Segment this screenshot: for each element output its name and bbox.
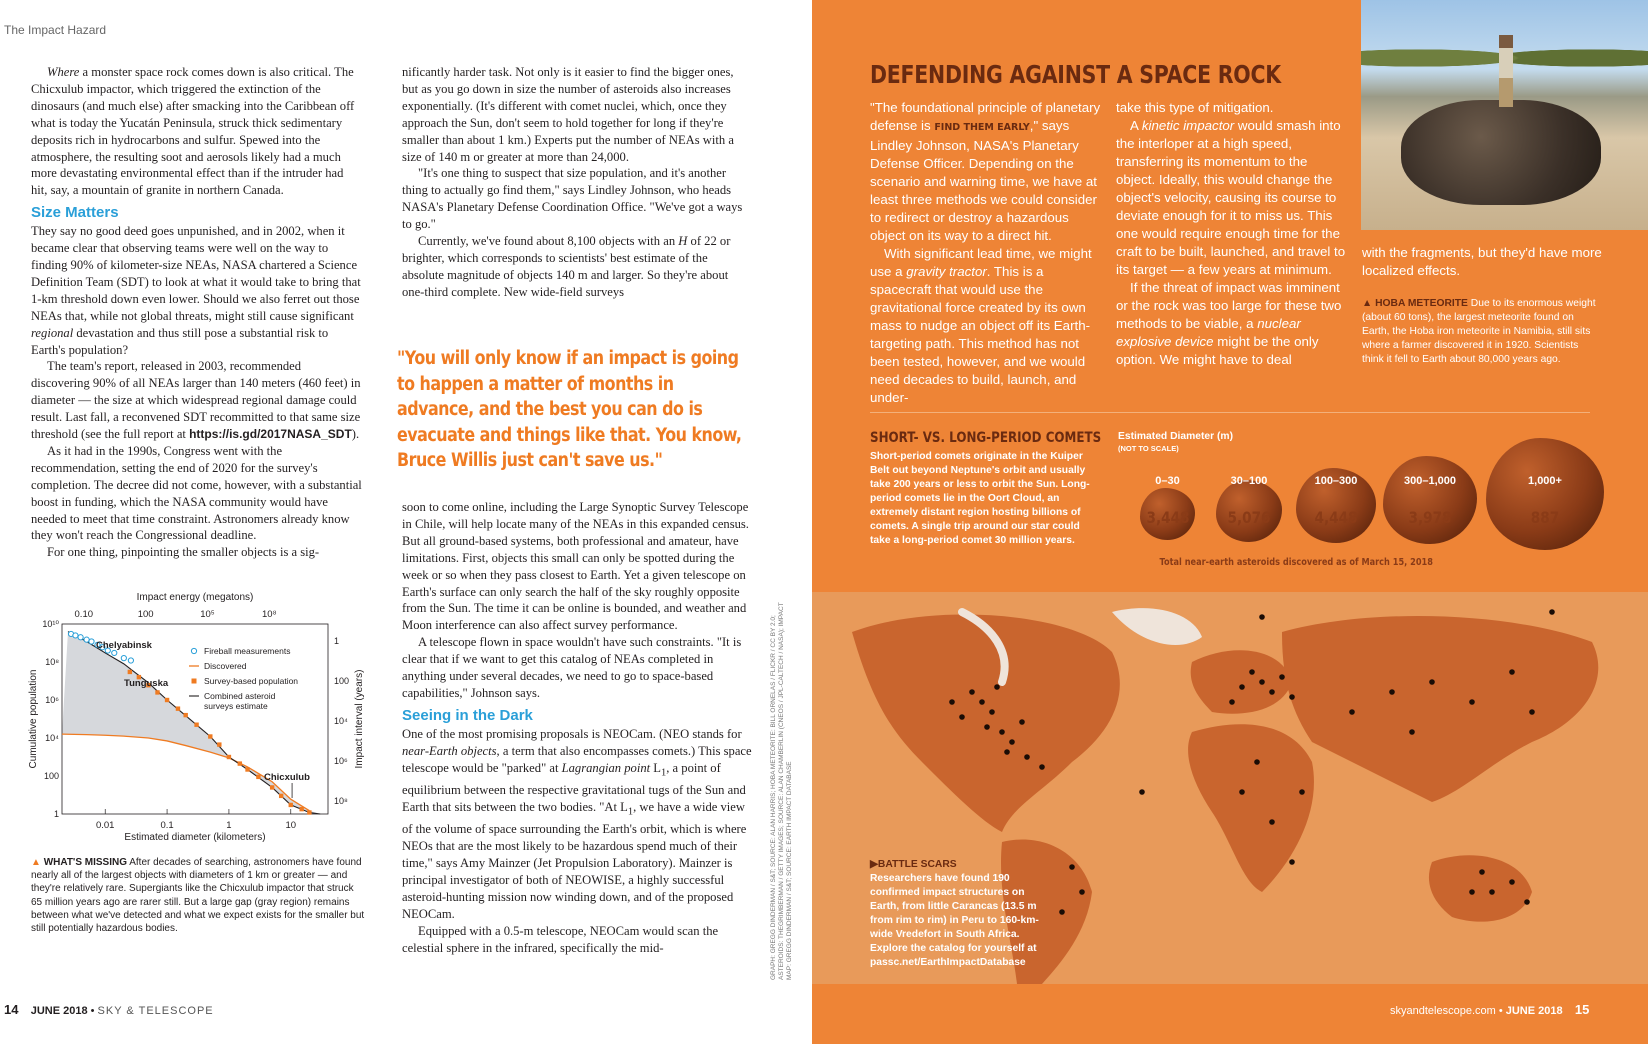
paragraph: nificantly harder task. Not only is it easier to find the bigger ones, but as you go down in size the number of asteroids also increases exponentially. (It's different with comet nuclei, which, once they approach the Sun, don't seem to hold together for long if they're smaller than about 1 km.) Experts put the number of NEAs with a size of 140 m or greater at more than 24,000. <box>402 65 734 164</box>
paragraph: Currently, we've found about 8,100 objects with an H of 22 or brighter, which corresponds to scientists' best estimate of the absolute magnitude of objects 140 m and larger. So they're about one-third complete. New wide-field surveys <box>402 234 731 299</box>
survey-point <box>238 761 242 765</box>
divider <box>870 412 1590 413</box>
asteroid-5 <box>1486 438 1604 550</box>
paragraph: Where a monster space rock comes down is also critical. The Chicxulub impactor, which triggered the extinction of the dinosaurs (and much else) after smacking into the Caribbean off what is today the Yucatán Peninsula, struck thick sedimentary deposits rich in hydrocarbons and sulfur. Spewed into the atmosphere, the resulting soot and aerosols likely had a much more devastating environmental effect than if the intruder had hit, say, a mountain of granite in northern Canada. <box>31 65 355 198</box>
asteroid-count: 887 <box>1530 508 1560 527</box>
right-tick-label: 10⁸ <box>334 796 348 806</box>
photo-credits: GRAPH: GREGG DINDERMAN / S&T; SOURCE: ALAN HARRIS; HOBA METEORITE: BILL ORNELAS / FLICKR / CC BY 2.0; ASTEROIDS: THEGRIMBERMAN / GETTY IMAGES; SOURCE: ALAN CHAMBERLIN (CNEOS / JPL-CALTECH / NASA); IMPACT MAP: GREGG DINDERMAN / S&T; SOURCE: EARTH IMPACT DATABASE <box>770 602 793 980</box>
legend-marker-survey <box>192 679 197 684</box>
caption-label: WHAT'S MISSING <box>43 857 127 868</box>
footer-left: 14 JUNE 2018 • SKY & TELESCOPE <box>4 1002 214 1017</box>
impact-crater-dot <box>1229 699 1235 705</box>
x-tick-label: 1 <box>226 820 232 831</box>
running-head: The Impact Hazard <box>4 23 107 37</box>
x-tick-label: 10 <box>285 820 297 831</box>
standing-person <box>1499 35 1513 107</box>
impact-crater-dot <box>1469 889 1475 895</box>
fireball-point <box>89 639 94 644</box>
australia <box>1429 855 1532 921</box>
top-axis-label: Impact energy (megatons) <box>136 592 254 603</box>
impact-crater-dot <box>994 684 1000 690</box>
asteroid-count: 3,978 <box>1408 508 1452 527</box>
impact-crater-dot <box>1024 754 1030 760</box>
legend-label: surveys estimate <box>204 701 268 711</box>
paragraph: A telescope flown in space wouldn't have such constraints. "It is clear that if we want to get this catalog of NEAs completed in anything under several decades, we need to go to space-based capabilities," Johnson says. <box>402 635 742 700</box>
impact-crater-dot <box>1479 869 1485 875</box>
chart-svg <box>24 588 374 850</box>
annotation-chicxulub: Chicxulub <box>264 772 310 783</box>
right-column-1: "The foundational principle of planetary defense is FIND THEM EARLY," says Lindley Johnson, NASA's Planetary Defense Officer. Depending on the scenario and warning time, we have at least three methods we could consider to redirect or destroy a hazardous object on its way to a direct hit. With significant lead time, we might use a gravity tractor. This is a spacecraft that would use the gravitational force created by its own mass to nudge an object off its Earth-targeting path. This method has not been tested, however, and we would need decades to build, launch, and under- <box>870 100 1101 405</box>
column-2-top <box>402 64 752 301</box>
survey-point <box>227 755 231 759</box>
right-tick-label: 10⁴ <box>334 716 348 726</box>
y-tick-label: 10⁶ <box>45 695 59 705</box>
survey-point <box>155 690 159 694</box>
survey-point <box>289 803 293 807</box>
impact-crater-dot <box>1409 729 1415 735</box>
impact-crater-dot <box>984 724 990 730</box>
y-tick-label: 10¹⁰ <box>42 619 59 629</box>
survey-point <box>245 767 249 771</box>
issue-date: JUNE 2018 <box>30 1005 88 1017</box>
impact-crater-dot <box>999 729 1005 735</box>
diameter-bin-label: 30–100 <box>1230 475 1268 487</box>
fireball-point <box>73 633 78 638</box>
impact-crater-dot <box>1259 679 1265 685</box>
survey-point <box>194 723 198 727</box>
report-link[interactable]: https://is.gd/2017NASA_SDT <box>189 427 352 442</box>
survey-point <box>299 807 303 811</box>
impact-crater-dot <box>1039 764 1045 770</box>
comets-box <box>870 430 1102 548</box>
impact-crater-dot <box>969 689 975 695</box>
right-column-3: with the fragments, but they'd have more localized effects. <box>1362 245 1602 278</box>
survey-point <box>270 785 274 789</box>
diameter-bin-label: 0–30 <box>1155 475 1180 487</box>
impact-crater-dot <box>1289 694 1295 700</box>
survey-point <box>208 734 212 738</box>
north-america <box>852 615 1120 832</box>
right-tick-label: 100 <box>334 676 350 686</box>
asteroid-count: 4,448 <box>1314 508 1358 527</box>
impact-crater-dot <box>1269 819 1275 825</box>
impact-crater-dot <box>1254 759 1260 765</box>
asteroid-4 <box>1383 456 1477 544</box>
annotation-tunguska: Tunguska <box>124 678 169 689</box>
impact-crater-dot <box>1549 609 1555 615</box>
comets-title: SHORT- VS. LONG-PERIOD COMETS <box>870 430 1102 446</box>
survey-point <box>256 775 260 779</box>
fireball-point <box>112 650 117 655</box>
fireball-point <box>121 656 126 661</box>
column-1 <box>31 64 362 561</box>
paragraph: One of the most promising proposals is NEOCam. (NEO stands for near-Earth objects, a term that also encompasses comets.) This space telescope would be "parked" at Lagrangian point $L_1$, a point of equilibrium between the respective gravitational tugs of the Sun and Earth that sits between the two bodies. "At $L_1$, we have a wide view of the volume of space surrounding the Earth's orbit, which is where NEOs that are the most likely to be hazardous spend much of their time," says Amy Mainzer (Jet Propulsion Laboratory). Mainzer is principal investigator of both of NEOWISE, a highly successful asteroid-hunting mission now winding down, and of the proposed NEOCam. <box>402 726 752 921</box>
impact-crater-dot <box>949 699 955 705</box>
survey-point <box>217 742 221 746</box>
impact-crater-dot <box>1389 689 1395 695</box>
page-number-right: 15 <box>1574 1002 1590 1017</box>
top-tick-label: 100 <box>137 609 154 620</box>
triangle-icon: ▲ <box>31 857 41 868</box>
y-tick-label: 100 <box>43 771 59 781</box>
survey-point <box>176 706 180 710</box>
impact-crater-dot <box>1004 749 1010 755</box>
survey-point <box>183 713 187 717</box>
fireball-point <box>128 658 133 663</box>
impact-crater-dot <box>1509 669 1515 675</box>
impact-crater-dot <box>1259 614 1265 620</box>
find-them-early: FIND THEM EARLY <box>934 122 1030 133</box>
diameter-title: Estimated Diameter (m) <box>1118 431 1234 442</box>
diameter-figure <box>1118 430 1618 580</box>
y-axis-label: Cumulative population <box>28 669 39 769</box>
impact-crater-dot <box>1059 909 1065 915</box>
survey-point <box>165 698 169 702</box>
diameter-bin-label: 300–1,000 <box>1404 475 1456 487</box>
publication-name: SKY & TELESCOPE <box>97 1005 214 1017</box>
diameter-bin-label: 1,000+ <box>1528 475 1562 487</box>
survey-point <box>279 794 283 798</box>
impact-crater-dot <box>1509 879 1515 885</box>
top-tick-label: 10⁸ <box>262 609 277 620</box>
section-heading-seeing-in-the-dark: Seeing in the Dark <box>402 706 533 724</box>
right-tick-label: 1 <box>334 636 340 646</box>
impact-database-link[interactable]: passc.net/EarthImpactDatabase <box>870 957 1026 968</box>
impact-crater-dot <box>989 709 995 715</box>
asteroid-count: 5,076 <box>1227 508 1271 527</box>
impact-crater-dot <box>1469 699 1475 705</box>
impact-crater-dot <box>1079 889 1085 895</box>
paragraph: soon to come online, including the Large Synoptic Survey Telescope in Chile, will help locate many of the NEAs in this expanded census. But all ground-based systems, both professional and amateur, have limitations. First, objects this small can only be spotted during the week or so when they pass closest to Earth. Yet a given telescope on Earth's surface can only search the half of the sky roughly opposite from the Sun. The time it can be online is bounded, and weather and Moon interference can also affect survey performance. <box>402 500 749 633</box>
asteroid-count: 3,448 <box>1145 508 1190 527</box>
x-tick-label: 0.1 <box>160 820 174 831</box>
y-tick-label: 10⁸ <box>45 657 59 667</box>
hoba-caption: ▲ HOBA METEORITE Due to its enormous weight (about 60 tons), the largest meteorite found on Earth, the Hoba iron meteorite in Namibia, still sits where a farmer discovered it in 1920. Scientists think it fell to Earth about 80,000 years ago. <box>1362 298 1596 365</box>
right-tick-label: 10⁶ <box>334 756 348 766</box>
top-tick-label: 0.10 <box>74 609 94 620</box>
feature-title: DEFENDING AGAINST A SPACE ROCK <box>870 60 1281 89</box>
asia <box>1282 616 1598 802</box>
right-column-2: take this type of mitigation. A kinetic impactor would smash into the interloper at a high speed, transferring its momentum to the object. Ideally, this would change the object's velocity, causing its course to deviate enough for it to miss us. This one would require enough time for the craft to be built, launched, and travel to its target — a few years at minimum. If the threat of impact was imminent or the rock was too large for these two methods to be viable, a nuclear explosive device might be the only option. We might have to deal <box>1116 100 1346 367</box>
paragraph: They say no good deed goes unpunished, and in 2002, when it became clear that observing teams were well on the way to finding 90% of kilometer-size NEAs, NASA chartered a Science Definition Team (SDT) to look at what it would take to bring that 1-km threshold down even lower. Should we also ferret out those NEAs that, while not global threats, might still cause significant regional devastation and thus still pose a substantial risk to Earth's population? <box>31 224 361 357</box>
pull-quote: "You will only know if an impact is going to happen a matter of months in advance, and the best you can do is evacuate and things like that. You know, Bruce Willis just can't save us." <box>397 348 742 471</box>
impact-crater-dot <box>959 714 965 720</box>
impact-crater-dot <box>1019 719 1025 725</box>
page-number: 14 <box>4 1002 19 1017</box>
impact-crater-dot <box>1349 709 1355 715</box>
impact-crater-dot <box>1069 864 1075 870</box>
impact-crater-dot <box>1239 684 1245 690</box>
legend-label: Discovered <box>204 661 247 671</box>
column-2-bottom <box>402 499 752 957</box>
paragraph: For one thing, pinpointing the smaller objects is a sig- <box>47 545 320 560</box>
impact-crater-dot <box>1279 674 1285 680</box>
impact-crater-dot <box>1299 789 1305 795</box>
x-axis-label: Estimated diameter (kilometers) <box>124 832 266 843</box>
paragraph: Equipped with a 0.5-m telescope, NEOCam would scan the celestial sphere in the infrared, specifically the mid- <box>402 923 719 955</box>
legend-marker-fireball <box>191 648 196 653</box>
paragraph: The team's report, released in 2003, recommended discovering 90% of all NEAs larger than 140 meters (460 feet) in diameter — the size at which widespread regional damage could result. Last fall, a reconvened SDT recommitted to that same size threshold (see the full report at https://is.gd/2017NASA_SDT). <box>31 359 361 442</box>
impact-crater-dot <box>1009 739 1015 745</box>
site-url: skyandtelescope.com <box>1390 1005 1496 1017</box>
x-tick-label: 0.01 <box>95 820 115 831</box>
impact-crater-dot <box>1269 689 1275 695</box>
impact-crater-dot <box>1489 889 1495 895</box>
section-heading-size-matters: Size Matters <box>31 204 119 222</box>
not-to-scale: (NOT TO SCALE) <box>1118 444 1179 453</box>
annotation-chelyabinsk: Chelyabinsk <box>96 640 152 651</box>
y-tick-label: 10⁴ <box>45 733 59 743</box>
paragraph: As it had in the 1990s, Congress went with the recommendation, setting the end of 2020 for the survey's completion. The decree did not come, however, with a substantial boost in funding, which the NASA community would have needed to meet that time constraint. Astronomers already know they won't reach the Congressional deadline. <box>31 443 362 543</box>
africa <box>1188 724 1314 892</box>
hoba-meteorite-photo <box>1361 0 1648 230</box>
comets-text: Short-period comets originate in the Kuiper Belt out beyond Neptune's orbit and usually take 200 years or less to orbit the Sun. Long-period comets lie in the Oort Cloud, an extremely distant region hosting billions of comets. A single trip around our star could take a long-period comet 30 million years. <box>870 451 1090 546</box>
legend-label: Combined asteroid <box>204 691 276 701</box>
legend-label: Fireball measurements <box>204 646 291 656</box>
impact-crater-dot <box>1249 669 1255 675</box>
survey-point <box>307 810 311 814</box>
footer-right: skyandtelescope.com • JUNE 2018 15 <box>1390 1002 1590 1017</box>
top-tick-label: 10⁵ <box>200 609 215 620</box>
impact-crater-dot <box>1239 789 1245 795</box>
gap-region <box>62 632 320 814</box>
issue-date-right: JUNE 2018 <box>1505 1005 1563 1017</box>
impact-crater-dot <box>1429 679 1435 685</box>
impact-crater-dot <box>1139 789 1145 795</box>
fireball-point <box>78 635 83 640</box>
greenland <box>1112 608 1202 645</box>
paragraph: "It's one thing to suspect that size population, and it's another thing to actually go find them," says Lindley Johnson, who heads NASA's Planetary Defense Coordination Office. "We've got a ways to go." <box>402 166 743 232</box>
diameter-total: Total near-earth asteroids discovered as of March 15, 2018 <box>1159 557 1433 568</box>
legend-label: Survey-based population <box>204 676 299 686</box>
chart-caption: ▲ WHAT'S MISSING After decades of searching, astronomers have found nearly all of the largest objects with diameters of 1 km or greater — and they're relatively rare. Supergiants like the Chicxulub impactor that struck 65 million years ago are rarer still. But a large gap (gray region) remains between what we've detected and what we expect exists for the smaller but still potentially hazardous bodies. <box>31 857 365 935</box>
survey-point <box>128 670 132 674</box>
diameter-bin-label: 100–300 <box>1314 475 1358 487</box>
impact-crater-dot <box>979 699 985 705</box>
impact-crater-dot <box>1529 709 1535 715</box>
europe <box>1191 650 1292 713</box>
y-tick-label: 1 <box>53 809 59 819</box>
right-axis-label: Impact interval (years) <box>354 669 365 769</box>
battle-scars-caption: ▶BATTLE SCARS Researchers have found 190 confirmed impact structures on Earth, from little Carancas (13.5 m from rim to rim) in Peru to 160-km-wide Vredefort in South Africa. Explore the catalog for yourself at passc.net/EarthImpactDatabase <box>870 859 1039 968</box>
impact-crater-dot <box>1289 859 1295 865</box>
impact-crater-dot <box>1524 899 1530 905</box>
impact-chart <box>24 588 374 850</box>
meteorite-rock <box>1401 100 1601 205</box>
